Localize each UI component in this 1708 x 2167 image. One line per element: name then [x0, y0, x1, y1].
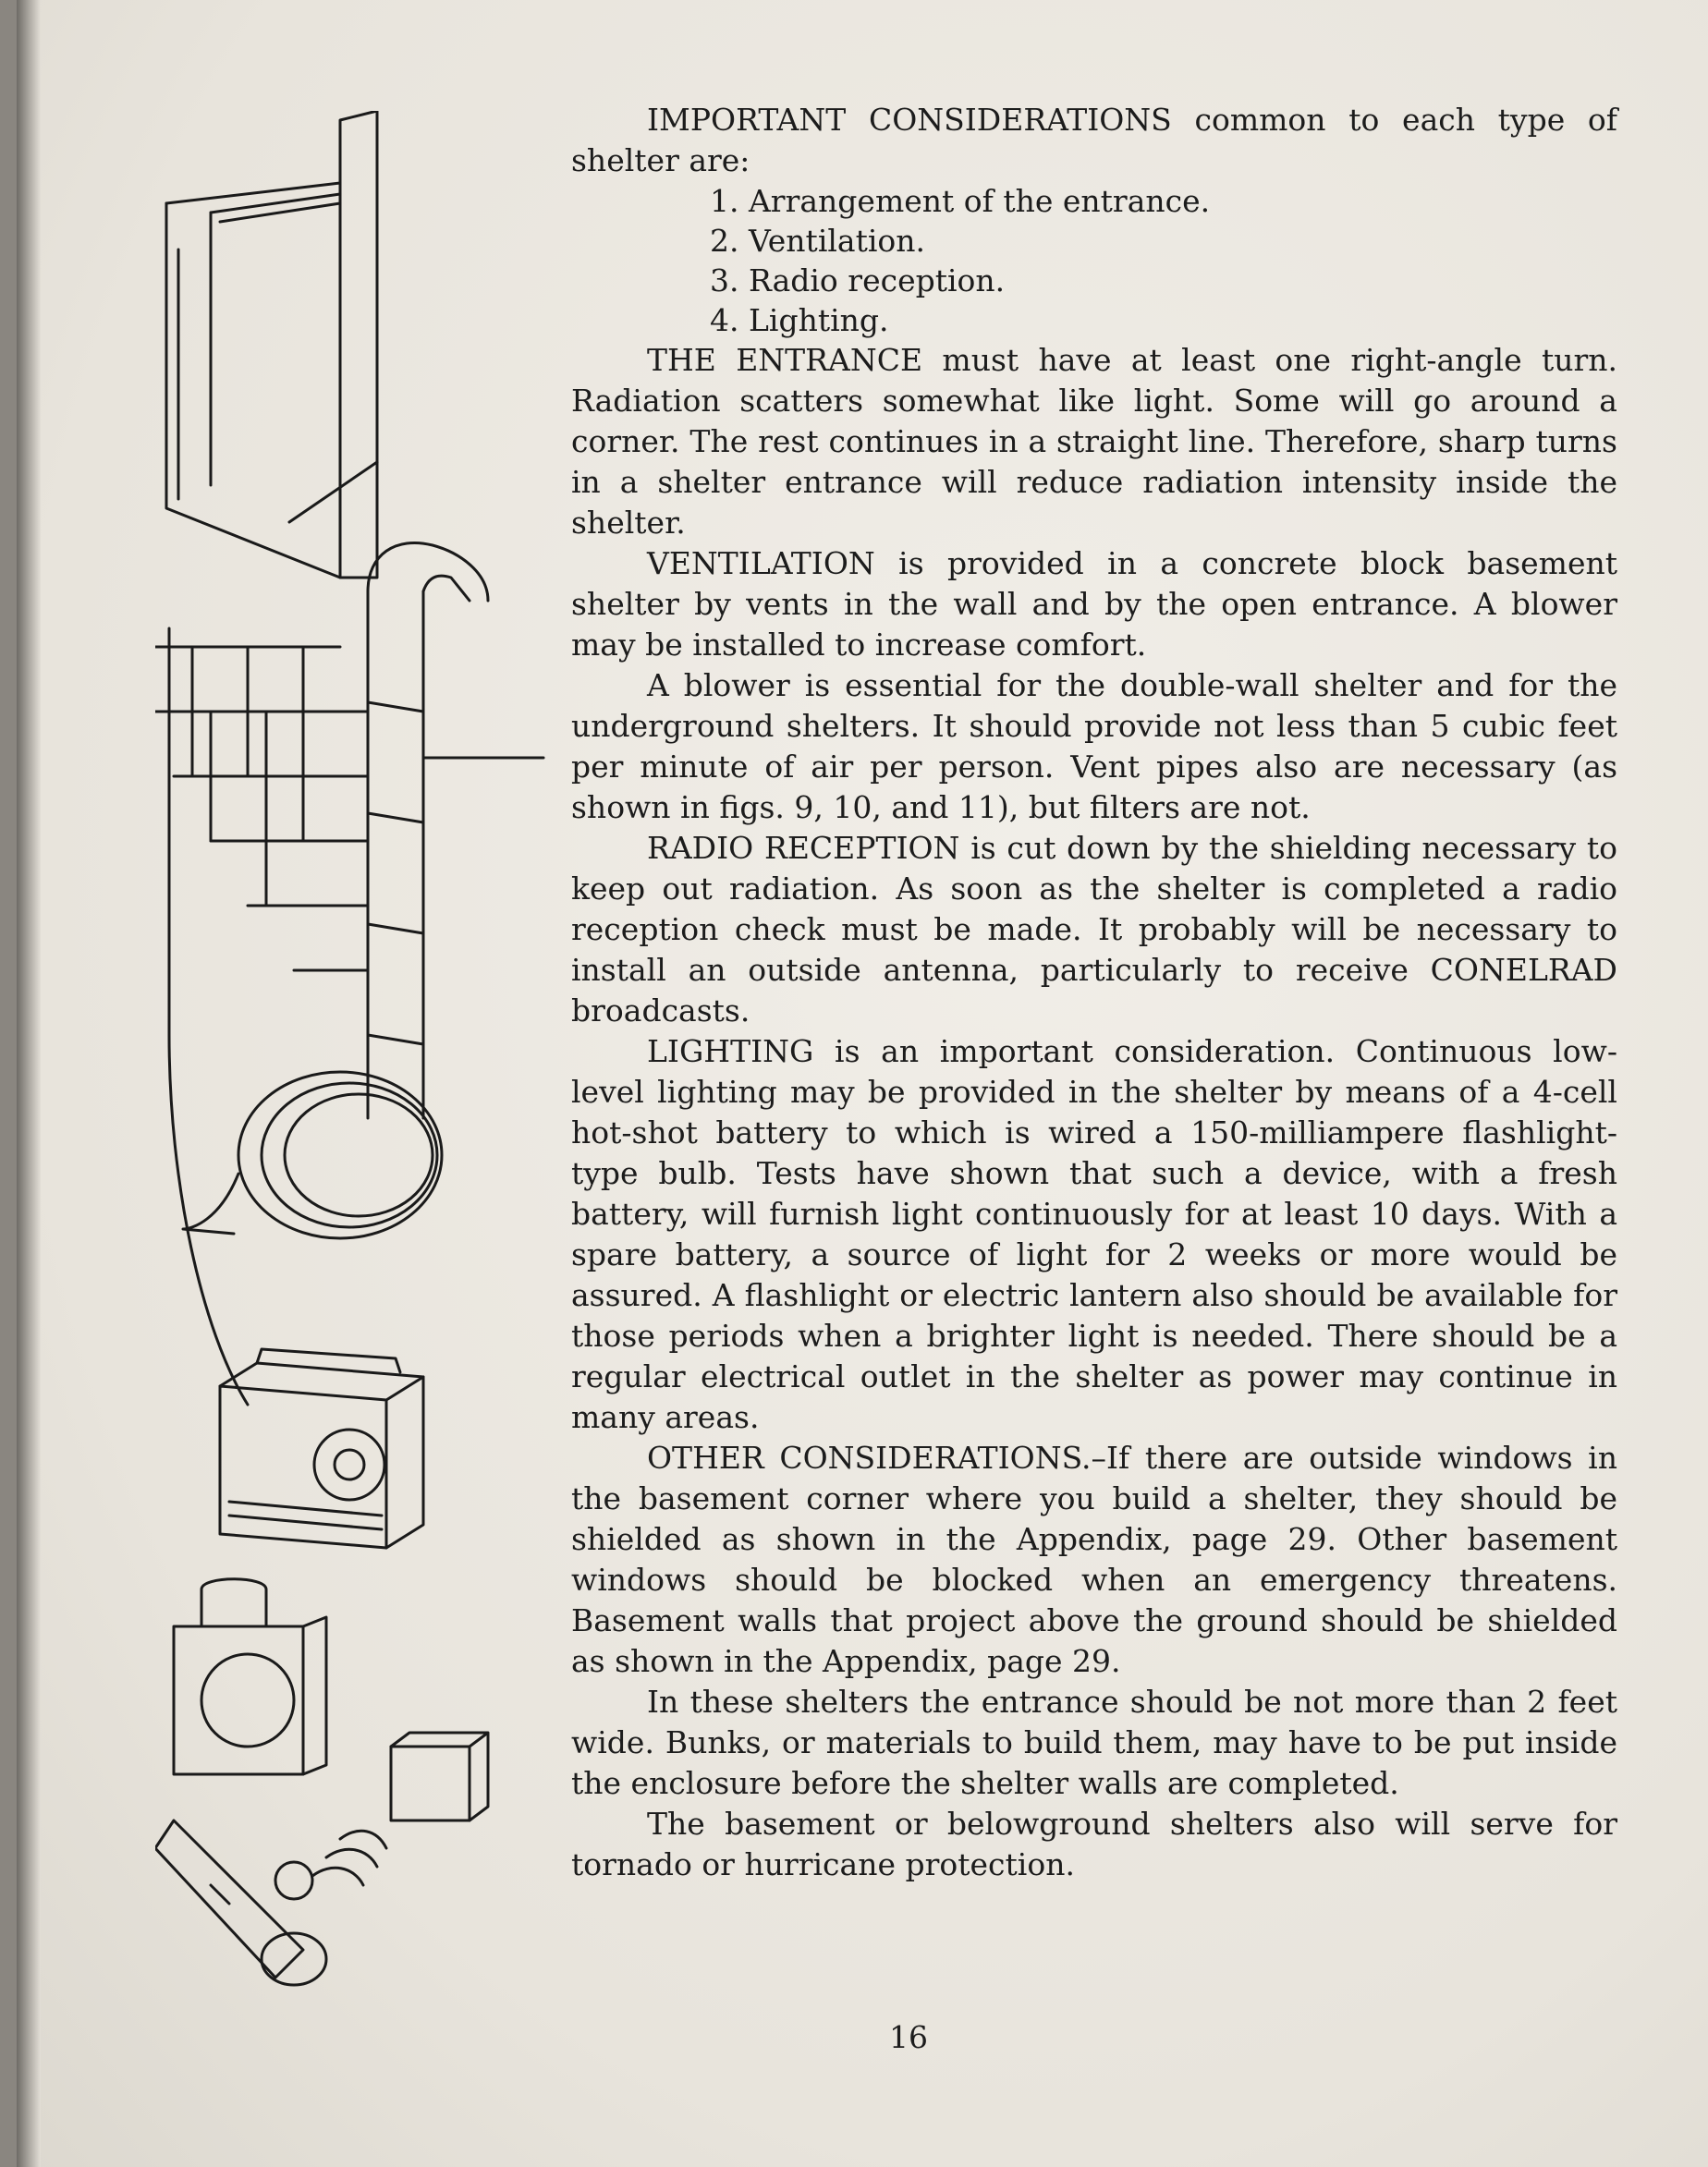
radio-paragraph [571, 828, 1617, 1031]
article-body [571, 100, 1617, 1885]
vent-pipe-icon [155, 542, 543, 1118]
intro-paragraph [571, 100, 1617, 181]
radio-heading: RADIO RECEPTION [647, 830, 960, 866]
entrance-paragraph [571, 340, 1617, 543]
book-page [17, 0, 1708, 2167]
list-item: 2. Ventilation. [710, 223, 926, 259]
ventilation-heading: VENTILATION [647, 545, 875, 581]
list-item: 3. Radio reception. [710, 262, 1006, 298]
considerations-list [571, 181, 1617, 340]
other-paragraph [571, 1438, 1617, 1682]
intro-heading: IMPORTANT CONSIDERATIONS [647, 102, 1172, 138]
radio-body: is cut down by the shielding necessary to keep out radiation. As soon as the shelter is completed a radio reception check must be made. It probably will be necessary to install an outside antenna, particularly to receive CONELRAD broadcasts. [571, 830, 1617, 1029]
tornado-paragraph: The basement or belowground shelters also will serve for tornado or hurricane protection. [571, 1806, 1617, 1882]
width-paragraph: In these shelters the entrance should be not more than 2 feet wide. Bunks, or materials to build them, may have to be put inside the enclosure before the shelter walls are completed. [571, 1684, 1617, 1801]
intro-lead: common to each type of shelter are: [571, 102, 1617, 178]
page-number: 16 [889, 2019, 928, 2055]
battery-icon [312, 1733, 488, 1885]
list-item: 4. Lighting. [710, 302, 889, 338]
lighting-paragraph [571, 1031, 1617, 1438]
lighting-heading: LIGHTING [647, 1033, 814, 1069]
other-body: –If there are outside windows in the basement corner where you build a shelter, they should be shielded as shown in the Appendix, page 29. Other basement windows should be blocked when an emergency threatens. Basement walls that project above the ground should be shielded as shown in the Appendix, page 29. [571, 1440, 1617, 1679]
ventilation-paragraph [571, 543, 1617, 665]
lantern-icon [174, 1579, 326, 1774]
flashlight-icon [155, 1820, 326, 1985]
lighting-body: is an important consideration. Continuous low-level lighting may be provided in the shelter by means of a 4-cell hot-shot battery to which is wired a 150-milliampere flashlight-type bulb. Tests have shown that such a device, with a fresh battery, will furnish light continuously for at least 10 days. With a spare battery, a source of light for 2 weeks or more would be assured. A flashlight or electric lantern also should be available for those periods when a brighter light is needed. There should be a regular electrical outlet in the shelter as power may continue in many areas. [571, 1033, 1617, 1435]
list-item: 1. Arrangement of the entrance. [710, 183, 1211, 219]
doorway-icon [166, 111, 377, 578]
ventilation-body: is provided in a concrete block basement shelter by vents in the wall and by the open entrance. A blower may be installed to increase comfort. [571, 545, 1617, 663]
blower-paragraph: A blower is essential for the double-wall shelter and for the underground shelters. It should provide not less than 5 cubic feet per minute of air per person. Vent pipes also are necessary (as shown in figs. 9, 10, and 11), but filters are not. [571, 667, 1617, 825]
entrance-heading: THE ENTRANCE [647, 342, 923, 378]
shelter-equipment-illustration [155, 111, 562, 2005]
other-heading: OTHER CONSIDERATIONS. [647, 1440, 1092, 1476]
entrance-body: must have at least one right-angle turn. Radiation scatters somewhat like light. Some will go around a corner. The rest continues in a straight line. Therefore, sharp turns in a shelter entrance will reduce radiation intensity inside the shelter. [571, 342, 1617, 541]
book-spine [17, 0, 41, 2167]
radio-icon [220, 1349, 423, 1548]
